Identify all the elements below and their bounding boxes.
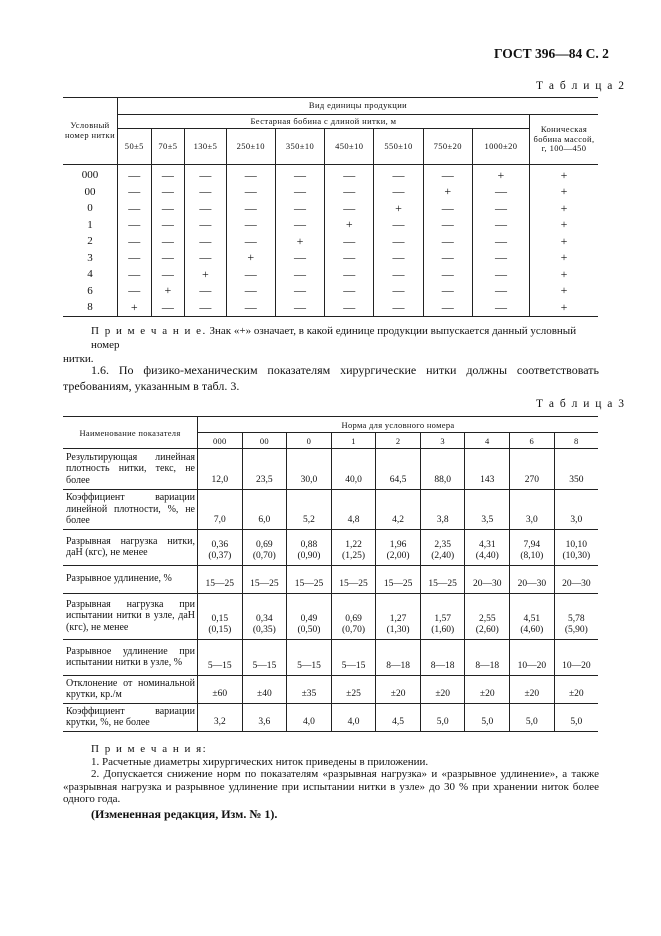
availability-mark: + <box>530 184 599 201</box>
note-label: П р и м е ч а н и е. <box>91 325 207 337</box>
availability-mark: — <box>472 283 529 300</box>
availability-mark: — <box>151 184 185 201</box>
availability-mark: — <box>423 200 472 217</box>
availability-mark: — <box>118 233 152 250</box>
bobbin-length-header: Бестарная бобина с длиной нитки, м <box>118 115 530 129</box>
norm-value: 4,31 (4,40) <box>465 529 510 565</box>
availability-mark: + <box>374 200 423 217</box>
availability-mark: — <box>226 200 275 217</box>
availability-mark: — <box>275 299 324 316</box>
norm-value: 7,94 (8,10) <box>510 529 555 565</box>
note-2: 2. Допускается снижение норм по показателям «разрывная нагрузка» и «разрывное удлинение», а также «разрывная нагрузка и разрывное удлинение при испытании нитки в узле» до 30 % при хранении ниток более одного года. <box>63 768 599 805</box>
table-row <box>63 217 598 234</box>
availability-mark: — <box>275 250 324 267</box>
thread-number-header: 0 <box>287 433 332 449</box>
norm-value: 5,2 <box>287 490 332 530</box>
availability-mark: — <box>275 217 324 234</box>
norm-value: ±20 <box>510 675 555 703</box>
availability-mark: — <box>185 250 226 267</box>
availability-mark: — <box>226 283 275 300</box>
norm-value: 88,0 <box>420 449 465 490</box>
length-header: 550±10 <box>374 129 423 165</box>
indicator-name: Коэффициент вариации крутки, %, не более <box>63 703 198 731</box>
availability-mark: — <box>472 233 529 250</box>
availability-mark: — <box>374 250 423 267</box>
norm-value: 20—30 <box>554 565 598 593</box>
note-1: 1. Расчетные диаметры хирургических ниток приведены в приложении. <box>91 755 429 768</box>
norm-value: ±35 <box>287 675 332 703</box>
availability-mark: — <box>226 165 275 184</box>
availability-mark: — <box>374 299 423 316</box>
table-3 <box>63 416 598 732</box>
availability-mark: — <box>423 283 472 300</box>
norm-value: 350 <box>554 449 598 490</box>
availability-mark: — <box>118 283 152 300</box>
indicator-name: Отклонение от номинальной крутки, кр./м <box>63 675 198 703</box>
norm-value: 8—18 <box>376 639 421 675</box>
norm-value: 0,49 (0,50) <box>287 593 332 639</box>
norm-value: 4,8 <box>331 490 376 530</box>
table-row <box>63 565 598 593</box>
norm-value: 2,35 (2,40) <box>420 529 465 565</box>
norm-value: ±20 <box>554 675 598 703</box>
availability-mark: — <box>118 266 152 283</box>
norm-value: 1,22 (1,25) <box>331 529 376 565</box>
availability-mark: + <box>530 266 599 283</box>
norm-value: 3,2 <box>198 703 243 731</box>
thread-number: 1 <box>63 217 118 234</box>
note-text: Знак «+» означает, в какой единице продукции выпускается данный условный номер <box>91 325 577 351</box>
norm-value: 8—18 <box>465 639 510 675</box>
norm-value: 5—15 <box>287 639 332 675</box>
availability-mark: + <box>325 217 374 234</box>
availability-mark: — <box>325 250 374 267</box>
norm-header: Норма для условного номера <box>198 417 599 433</box>
availability-mark: — <box>423 217 472 234</box>
norm-value: 5,0 <box>510 703 555 731</box>
norm-value: 15—25 <box>287 565 332 593</box>
availability-mark: — <box>472 184 529 201</box>
thread-number: 2 <box>63 233 118 250</box>
availability-mark: — <box>325 165 374 184</box>
availability-mark: — <box>325 184 374 201</box>
availability-mark: — <box>185 200 226 217</box>
table-row <box>63 639 598 675</box>
norm-value: 64,5 <box>376 449 421 490</box>
table-row <box>63 200 598 217</box>
availability-mark: + <box>530 299 599 316</box>
thread-number-header: 4 <box>465 433 510 449</box>
thread-number: 8 <box>63 299 118 316</box>
thread-number-header: 2 <box>376 433 421 449</box>
table-row <box>63 449 598 490</box>
thread-number: 0 <box>63 200 118 217</box>
thread-number-header: 6 <box>510 433 555 449</box>
norm-value: 4,5 <box>376 703 421 731</box>
conical-bobbin-header: Коническая бобина массой, г, 100—450 <box>530 115 599 165</box>
length-header: 50±5 <box>118 129 152 165</box>
norm-value: 270 <box>510 449 555 490</box>
norm-value: 4,51 (4,60) <box>510 593 555 639</box>
length-header: 130±5 <box>185 129 226 165</box>
availability-mark: — <box>374 184 423 201</box>
table-row <box>63 233 598 250</box>
norm-value: 1,27 (1,30) <box>376 593 421 639</box>
availability-mark: — <box>472 250 529 267</box>
availability-mark: — <box>374 283 423 300</box>
norm-value: ±20 <box>465 675 510 703</box>
norm-value: 3,5 <box>465 490 510 530</box>
availability-mark: — <box>275 200 324 217</box>
norm-value: 0,69 (0,70) <box>242 529 287 565</box>
availability-mark: — <box>185 233 226 250</box>
availability-mark: — <box>472 217 529 234</box>
availability-mark: — <box>325 283 374 300</box>
indicator-name: Разрывное удлинение при испытании нитки в узле, % <box>63 639 198 675</box>
note-continuation: нитки. <box>63 353 94 365</box>
availability-mark: — <box>423 165 472 184</box>
norm-value: 1,57 (1,60) <box>420 593 465 639</box>
table-row <box>63 184 598 201</box>
thread-number: 000 <box>63 165 118 184</box>
availability-mark: — <box>151 217 185 234</box>
availability-mark: — <box>151 299 185 316</box>
length-header: 250±10 <box>226 129 275 165</box>
thread-number: 00 <box>63 184 118 201</box>
norm-value: 8—18 <box>420 639 465 675</box>
norm-value: 15—25 <box>198 565 243 593</box>
length-header: 450±10 <box>325 129 374 165</box>
norm-value: 0,36 (0,37) <box>198 529 243 565</box>
length-header: 1000±20 <box>472 129 529 165</box>
norm-value: 0,15 (0,15) <box>198 593 243 639</box>
availability-mark: + <box>530 165 599 184</box>
availability-mark: + <box>423 184 472 201</box>
availability-mark: — <box>226 217 275 234</box>
table-2-caption: Т а б л и ц а 2 <box>536 80 626 92</box>
norm-value: 5,78 (5,90) <box>554 593 598 639</box>
thread-number-header: 000 <box>198 433 243 449</box>
norm-value: 15—25 <box>420 565 465 593</box>
availability-mark: — <box>185 283 226 300</box>
availability-mark: — <box>275 184 324 201</box>
availability-mark: — <box>472 266 529 283</box>
availability-mark: — <box>275 165 324 184</box>
thread-number: 4 <box>63 266 118 283</box>
availability-mark: — <box>472 299 529 316</box>
row-number-header: Условный номер нитки <box>63 98 118 165</box>
norm-value: 2,55 (2,60) <box>465 593 510 639</box>
norm-value: 0,34 (0,35) <box>242 593 287 639</box>
indicator-name: Результирующая линейная плотность нитки, текс, не более <box>63 449 198 490</box>
availability-mark: + <box>118 299 152 316</box>
paragraph-1-6: 1.6. По физико-механическим показателям хирургические нитки должны соответствовать требованиям, указанным в табл. 3. <box>63 363 599 393</box>
norm-value: 3,6 <box>242 703 287 731</box>
availability-mark: — <box>423 250 472 267</box>
availability-mark: — <box>472 200 529 217</box>
norm-value: ±60 <box>198 675 243 703</box>
availability-mark: + <box>275 233 324 250</box>
table-2 <box>63 97 598 317</box>
norm-value: 4,0 <box>331 703 376 731</box>
norm-value: 23,5 <box>242 449 287 490</box>
norm-value: 15—25 <box>376 565 421 593</box>
availability-mark: — <box>325 266 374 283</box>
norm-value: ±40 <box>242 675 287 703</box>
notes-title: П р и м е ч а н и я: <box>91 743 208 755</box>
norm-value: 5,0 <box>465 703 510 731</box>
availability-mark: + <box>530 283 599 300</box>
availability-mark: — <box>325 233 374 250</box>
norm-value: 40,0 <box>331 449 376 490</box>
table-row <box>63 703 598 731</box>
availability-mark: — <box>151 200 185 217</box>
table-row <box>63 266 598 283</box>
norm-value: 12,0 <box>198 449 243 490</box>
availability-mark: + <box>530 200 599 217</box>
thread-number-header: 8 <box>554 433 598 449</box>
table-row <box>63 165 598 184</box>
availability-mark: — <box>226 299 275 316</box>
availability-mark: — <box>185 217 226 234</box>
availability-mark: — <box>423 233 472 250</box>
norm-value: 20—30 <box>465 565 510 593</box>
norm-value: 5,0 <box>554 703 598 731</box>
indicator-name: Коэффициент вариации линейной плотности, %, не более <box>63 490 198 530</box>
availability-mark: + <box>151 283 185 300</box>
table-3-notes <box>63 743 599 820</box>
table-row <box>63 593 598 639</box>
availability-mark: — <box>185 299 226 316</box>
availability-mark: — <box>151 266 185 283</box>
table-row <box>63 529 598 565</box>
norm-value: 5—15 <box>331 639 376 675</box>
availability-mark: — <box>374 217 423 234</box>
availability-mark: — <box>275 266 324 283</box>
availability-mark: — <box>151 250 185 267</box>
availability-mark: — <box>275 283 324 300</box>
document-code: ГОСТ 396—84 С. 2 <box>494 46 609 61</box>
table-row <box>63 283 598 300</box>
norm-value: 15—25 <box>242 565 287 593</box>
norm-value: ±25 <box>331 675 376 703</box>
norm-value: 0,69 (0,70) <box>331 593 376 639</box>
norm-value: ±20 <box>376 675 421 703</box>
product-type-header: Вид единицы продукции <box>118 98 599 115</box>
availability-mark: — <box>118 250 152 267</box>
norm-value: 4,0 <box>287 703 332 731</box>
thread-number-header: 3 <box>420 433 465 449</box>
availability-mark: + <box>185 266 226 283</box>
availability-mark: — <box>226 184 275 201</box>
availability-mark: — <box>374 165 423 184</box>
availability-mark: — <box>118 165 152 184</box>
norm-value: 5—15 <box>198 639 243 675</box>
availability-mark: — <box>325 299 374 316</box>
availability-mark: + <box>226 250 275 267</box>
thread-number: 3 <box>63 250 118 267</box>
indicator-name: Разрывная нагрузка при испытании нитки в узле, даН (кгс), не менее <box>63 593 198 639</box>
availability-mark: — <box>151 233 185 250</box>
norm-value: 6,0 <box>242 490 287 530</box>
norm-value: 4,2 <box>376 490 421 530</box>
length-header: 750±20 <box>423 129 472 165</box>
norm-value: 7,0 <box>198 490 243 530</box>
norm-value: 15—25 <box>331 565 376 593</box>
thread-number-header: 00 <box>242 433 287 449</box>
thread-number-header: 1 <box>331 433 376 449</box>
availability-mark: — <box>118 217 152 234</box>
table-row <box>63 490 598 530</box>
indicator-name: Разрывное удлинение, % <box>63 565 198 593</box>
availability-mark: — <box>325 200 374 217</box>
availability-mark: — <box>423 299 472 316</box>
table-row <box>63 250 598 267</box>
table-2-note <box>63 324 599 366</box>
availability-mark: — <box>185 165 226 184</box>
norm-value: 3,8 <box>420 490 465 530</box>
availability-mark: — <box>374 266 423 283</box>
norm-value: 0,88 (0,90) <box>287 529 332 565</box>
norm-value: 3,0 <box>510 490 555 530</box>
availability-mark: — <box>374 233 423 250</box>
availability-mark: — <box>118 200 152 217</box>
availability-mark: — <box>118 184 152 201</box>
norm-value: 10—20 <box>554 639 598 675</box>
availability-mark: — <box>151 165 185 184</box>
indicator-name: Разрывная нагрузка нитки, даН (кгс), не менее <box>63 529 198 565</box>
indicator-name-header: Наименование показателя <box>63 417 198 449</box>
norm-value: 30,0 <box>287 449 332 490</box>
norm-value: 1,96 (2,00) <box>376 529 421 565</box>
norm-value: 143 <box>465 449 510 490</box>
norm-value: 5—15 <box>242 639 287 675</box>
length-header: 70±5 <box>151 129 185 165</box>
amendment-note: (Измененная редакция, Изм. № 1). <box>91 806 278 821</box>
availability-mark: — <box>226 266 275 283</box>
availability-mark: — <box>185 184 226 201</box>
table-row <box>63 675 598 703</box>
table-row <box>63 299 598 316</box>
norm-value: 5,0 <box>420 703 465 731</box>
availability-mark: + <box>472 165 529 184</box>
availability-mark: + <box>530 250 599 267</box>
availability-mark: + <box>530 217 599 234</box>
norm-value: 3,0 <box>554 490 598 530</box>
availability-mark: — <box>226 233 275 250</box>
length-header: 350±10 <box>275 129 324 165</box>
table-3-caption: Т а б л и ц а 3 <box>536 398 626 410</box>
availability-mark: + <box>530 233 599 250</box>
availability-mark: — <box>423 266 472 283</box>
norm-value: 20—30 <box>510 565 555 593</box>
norm-value: 10—20 <box>510 639 555 675</box>
thread-number: 6 <box>63 283 118 300</box>
norm-value: 10,10 (10,30) <box>554 529 598 565</box>
norm-value: ±20 <box>420 675 465 703</box>
